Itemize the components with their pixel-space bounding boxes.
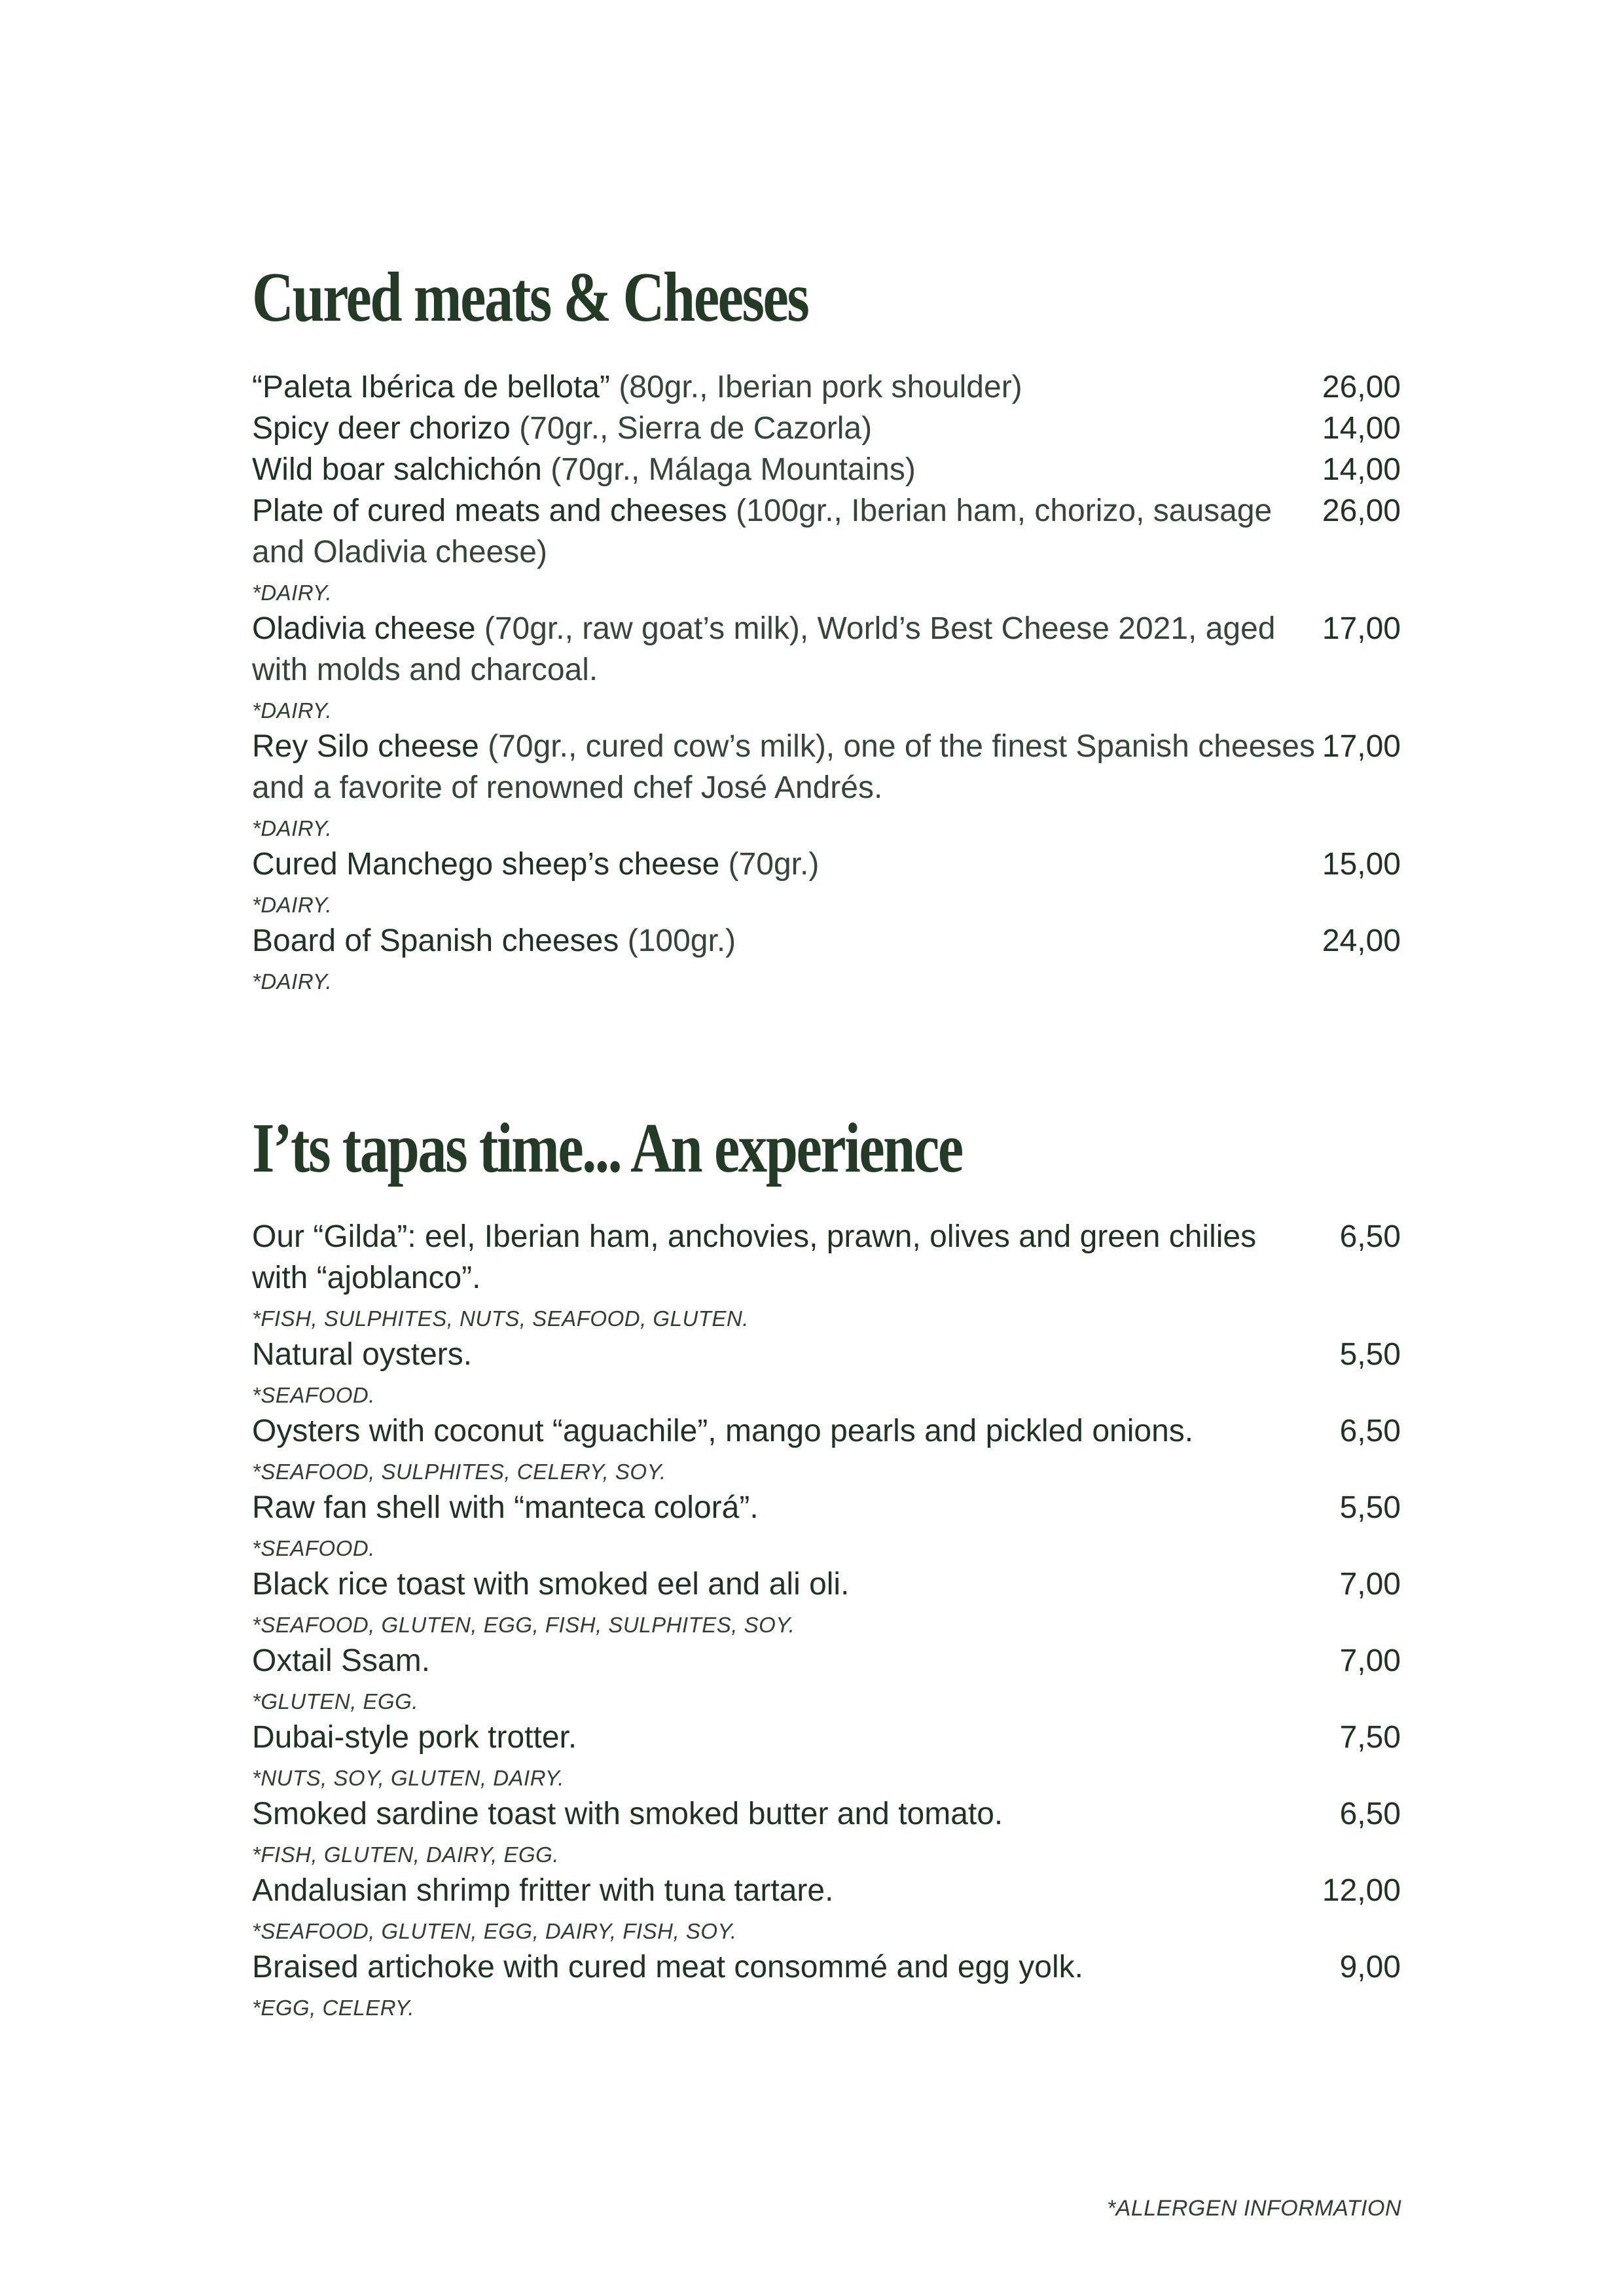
menu-item-row [252,726,1401,808]
menu-item-price: 7,50 [1339,1720,1401,1755]
menu-item-name: Spicy deer chorizo [252,411,511,446]
menu-item-price: 7,00 [1339,1643,1401,1678]
menu-item-price: 6,50 [1339,1219,1401,1254]
menu-item-row [252,1410,1401,1452]
menu-item [252,1870,1401,1945]
menu-item [252,920,1401,996]
menu-item-text [252,1564,1316,1605]
menu-item-row [252,1793,1401,1835]
menu-item-allergens: *EGG, CELERY. [252,1996,414,2020]
menu-item-allergens: *SEAFOOD, SULPHITES, CELERY, SOY. [252,1460,666,1484]
menu-item-allergens: *DAIRY. [252,581,333,605]
menu-item-row [252,1640,1401,1681]
menu-item-allergens: *SEAFOOD, GLUTEN, EGG, DAIRY, FISH, SOY. [252,1919,737,1943]
menu-item-name: “Paleta Ibérica de bellota” [252,370,610,404]
menu-item-name: Andalusian shrimp fritter with tuna tartare. [252,1873,834,1908]
section-title-tapas: I’ts tapas time... An experience [252,1109,962,1187]
menu-item [252,1564,1401,1639]
menu-item-row [252,490,1401,573]
menu-item [252,1793,1401,1869]
menu-item-name: Plate of cured meats and cheeses [252,493,727,528]
menu-item-text [252,1334,1316,1375]
menu-item-allergens: *FISH, GLUTEN, DAIRY, EGG. [252,1842,559,1867]
menu-item [252,1717,1401,1792]
menu-item-name: Raw fan shell with “manteca colorá”. [252,1490,759,1525]
menu-item-price: 6,50 [1339,1414,1401,1448]
menu-item-text [252,1793,1316,1835]
menu-item-description: (70gr., cured cow’s milk), one of the finest Spanish cheeses and a favorite of renowned chef José Andrés. [252,729,1315,805]
menu-item-allergens: *DAIRY. [252,816,333,840]
menu-item-row [252,1334,1401,1375]
menu-item-text [252,608,1316,691]
menu-item-price: 14,00 [1322,411,1401,446]
menu-item-name: Cured Manchego sheep’s cheese [252,847,720,882]
menu-item-name: Natural oysters. [252,1337,473,1372]
menu-item-text [252,1487,1316,1528]
menu-item [252,367,1401,408]
menu-item-description: (100gr., Iberian ham, chorizo, sausage and Oladivia cheese) [252,493,1272,569]
menu-item-name: Dubai-style pork trotter. [252,1720,577,1755]
menu-item-price: 7,00 [1339,1567,1401,1602]
tapas-list [252,1216,1401,2023]
menu-item-name: Oxtail Ssam. [252,1643,431,1678]
menu-item [252,1216,1401,1333]
menu-item-name: Our “Gilda”: eel, Iberian ham, anchovies, prawn, olives and green chilies with “ajoblanco”. [252,1219,1257,1295]
menu-item-description: (80gr., Iberian pork shoulder) [609,370,1022,404]
menu-item-allergens: *DAIRY. [252,969,333,994]
menu-item-row [252,408,1401,449]
menu-item-price: 5,50 [1339,1490,1401,1525]
menu-item-allergens: *GLUTEN, EGG. [252,1689,419,1713]
menu-item-description: (70gr., Málaga Mountains) [541,452,916,487]
menu-item [252,1334,1401,1409]
menu-item-text [252,1717,1316,1758]
menu-item [252,844,1401,919]
menu-item-row [252,449,1401,490]
menu-item-row [252,1870,1401,1911]
menu-item-row [252,367,1401,408]
menu-item-description: (70gr., raw goat’s milk), World’s Best Cheese 2021, aged with molds and charcoal. [252,611,1276,687]
menu-item-text [252,1870,1316,1911]
menu-item-price: 17,00 [1322,611,1401,646]
menu-item-name: Braised artichoke with cured meat consommé and egg yolk. [252,1950,1083,1984]
cured-meats-list [252,367,1401,997]
menu-item-price: 9,00 [1339,1950,1401,1984]
menu-item [252,726,1401,842]
menu-item-text [252,1216,1316,1299]
menu-item [252,490,1401,607]
menu-item [252,449,1401,490]
menu-item-text [252,490,1316,573]
menu-item-name: Smoked sardine toast with smoked butter and tomato. [252,1797,1003,1831]
menu-item-price: 26,00 [1322,370,1401,404]
menu-item-price: 12,00 [1322,1873,1401,1908]
section-title-cured-meats: Cured meats & Cheeses [252,259,808,336]
menu-item [252,1410,1401,1486]
menu-item-price: 5,50 [1339,1337,1401,1372]
menu-item-price: 26,00 [1322,493,1401,528]
menu-item [252,608,1401,725]
menu-item-price: 14,00 [1322,452,1401,487]
menu-item-allergens: *SEAFOOD, GLUTEN, EGG, FISH, SULPHITES, SOY. [252,1613,795,1637]
menu-item-allergens: *DAIRY. [252,698,333,723]
menu-item-description: (100gr.) [619,924,736,958]
menu-item-description: (70gr.) [719,847,820,882]
menu-item-row [252,1946,1401,1988]
menu-item-price: 6,50 [1339,1797,1401,1831]
menu-item-text [252,1640,1316,1681]
menu-item-description: (70gr., Sierra de Cazorla) [510,411,873,446]
menu-item-row [252,1717,1401,1758]
menu-item-allergens: *SEAFOOD. [252,1536,375,1560]
menu-item-name: Oladivia cheese [252,611,476,646]
menu-item-price: 17,00 [1322,729,1401,764]
menu-item-text [252,844,1316,885]
menu-item-text [252,408,1316,449]
menu-item-allergens: *FISH, SULPHITES, NUTS, SEAFOOD, GLUTEN. [252,1306,749,1331]
menu-item-text [252,367,1316,408]
menu-item-text [252,920,1316,961]
menu-item-row [252,920,1401,961]
menu-item-name: Oysters with coconut “aguachile”, mango pearls and pickled onions. [252,1414,1194,1448]
menu-item-name: Black rice toast with smoked eel and ali oli. [252,1567,850,1602]
menu-item-price: 15,00 [1322,847,1401,882]
menu-item-text [252,1946,1316,1988]
menu-item-name: Wild boar salchichón [252,452,542,487]
menu-item [252,1487,1401,1562]
menu-item-row [252,844,1401,885]
menu-item-row [252,1487,1401,1528]
menu-item-row [252,1564,1401,1605]
menu-item-allergens: *NUTS, SOY, GLUTEN, DAIRY. [252,1766,564,1790]
menu-item-name: Board of Spanish cheeses [252,924,619,958]
menu-item-name: Rey Silo cheese [252,729,479,764]
menu-item [252,1640,1401,1715]
menu-item [252,1946,1401,2022]
menu-item [252,408,1401,449]
menu-item-text [252,449,1316,490]
menu-item-row [252,1216,1401,1299]
menu-item-row [252,608,1401,691]
menu-item-allergens: *SEAFOOD. [252,1383,375,1407]
menu-item-text [252,1410,1316,1452]
menu-item-allergens: *DAIRY. [252,893,333,917]
allergen-footnote: *ALLERGEN INFORMATION [1106,2196,1401,2221]
menu-item-price: 24,00 [1322,924,1401,958]
menu-item-text [252,726,1316,808]
